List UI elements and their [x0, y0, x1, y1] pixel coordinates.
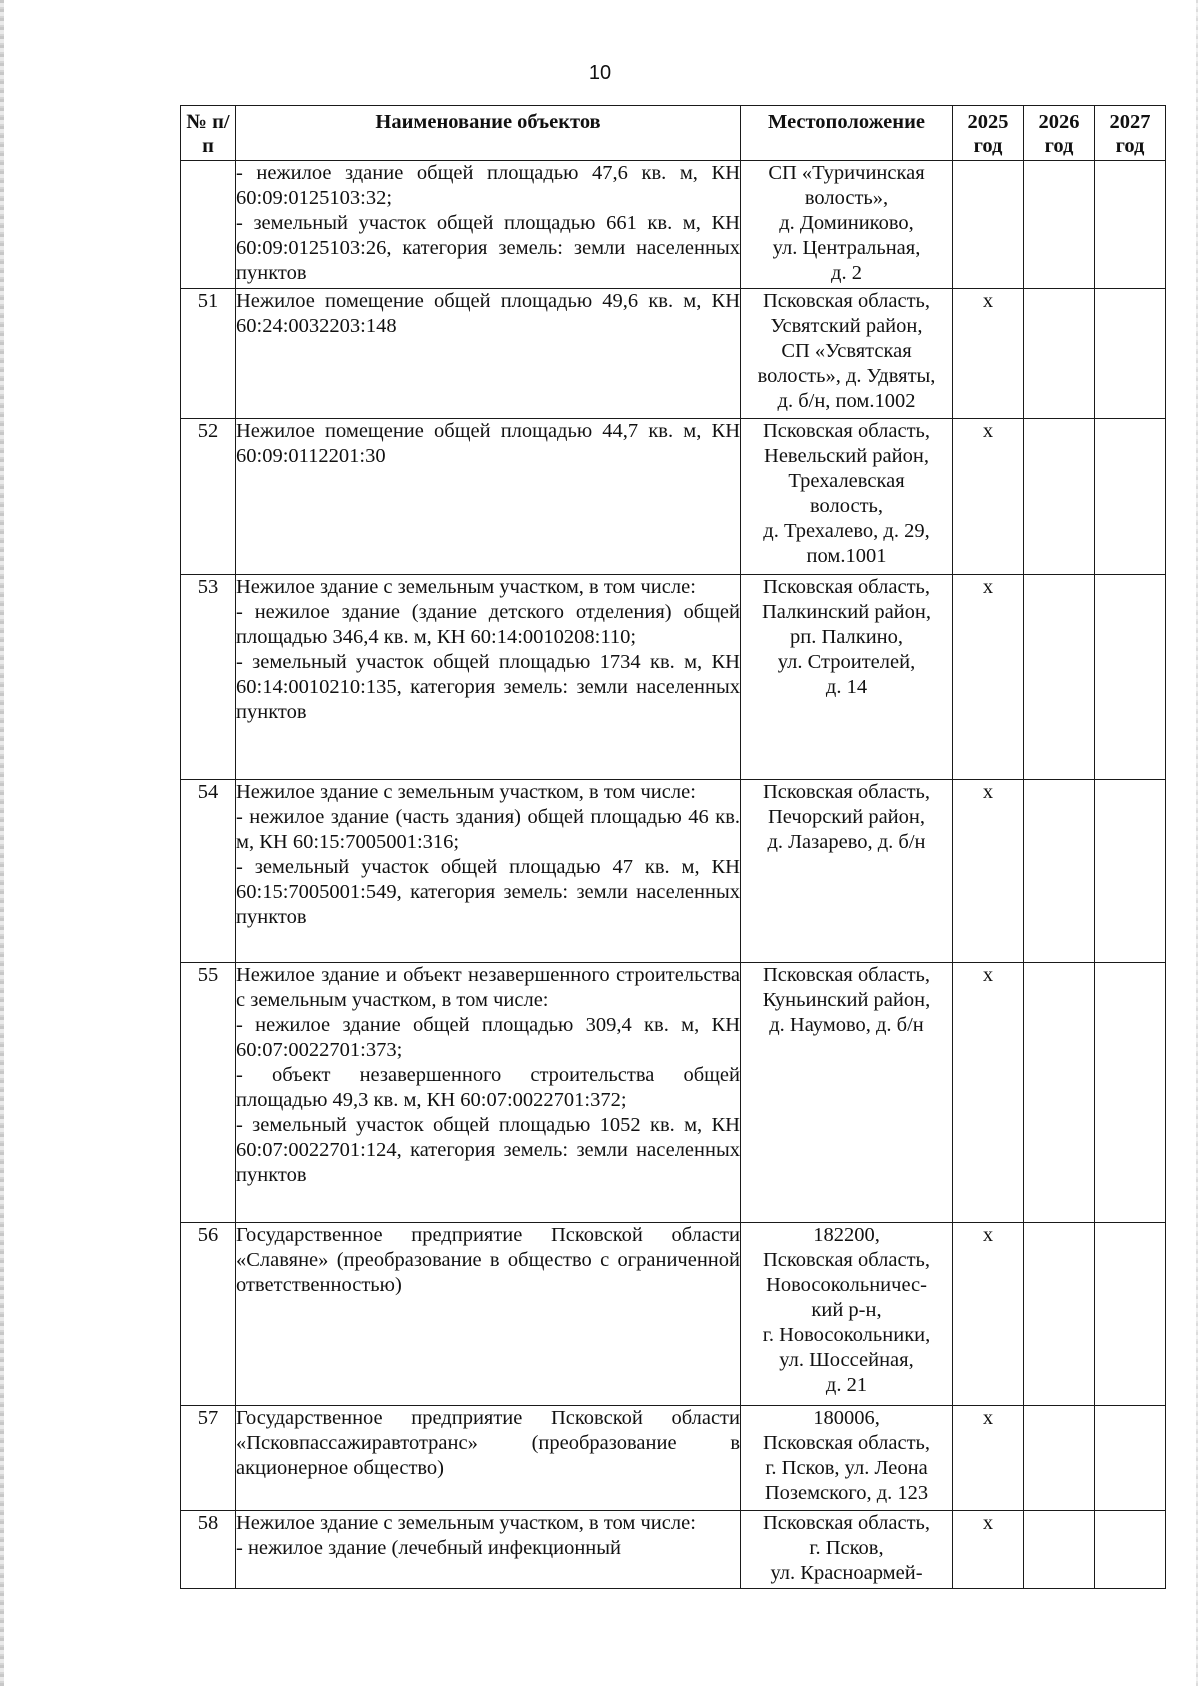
scan-edge-left [0, 0, 4, 1686]
row-number: 57 [181, 1406, 236, 1511]
object-name-cell [236, 419, 741, 575]
table-row [181, 1223, 1166, 1406]
year-mark-2025: x [953, 575, 1024, 780]
table-row [181, 1406, 1166, 1511]
object-name-paragraph: - нежилое здание (часть здания) общей площадью 46 кв. м, КН 60:15:7005001:316; [236, 806, 740, 853]
row-number: 55 [181, 963, 236, 1223]
year-mark-2025: x [953, 1406, 1024, 1511]
year-mark-2025: x [953, 1223, 1024, 1406]
location-line: Псковская область, [762, 1432, 931, 1454]
location-line: ул. Центральная, [772, 237, 921, 259]
object-name-paragraph: - земельный участок общей площадью 661 кв. м, КН 60:09:0125103:26, категория земель: земли населенных пунктов [236, 212, 740, 284]
row-number: 56 [181, 1223, 236, 1406]
year-mark-2027 [1095, 289, 1166, 419]
year-mark-2027 [1095, 419, 1166, 575]
year-mark-2027 [1095, 963, 1166, 1223]
location-cell [741, 963, 953, 1223]
object-name-paragraph: - объект незавершенного строительства общей площадью 49,3 кв. м, КН 60:07:0022701:372; [236, 1064, 740, 1111]
row-number [181, 161, 236, 289]
location-line: ул. Красноармей- [770, 1562, 923, 1584]
location-line: г. Псков, [809, 1537, 884, 1559]
header-location: Местоположение [741, 106, 953, 161]
table-row [181, 1511, 1166, 1589]
year-mark-2027 [1095, 161, 1166, 289]
location-cell [741, 289, 953, 419]
location-line: Псковская область, [762, 964, 931, 986]
year-mark-2027 [1095, 575, 1166, 780]
object-name-cell [236, 289, 741, 419]
object-name-cell [236, 1511, 741, 1589]
page-number: 10 [588, 62, 612, 84]
location-line: Псковская область, [762, 1512, 931, 1534]
object-name-paragraph: - нежилое здание общей площадью 47,6 кв. м, КН 60:09:0125103:32; [236, 162, 740, 209]
object-name-paragraph: Нежилое помещение общей площадью 44,7 кв. м, КН 60:09:0112201:30 [236, 420, 740, 467]
location-line: д. Трехалево, д. 29, [763, 520, 930, 542]
location-line: ул. Строителей, [777, 651, 916, 673]
location-line: д. 14 [825, 676, 868, 698]
year-mark-2027 [1095, 1406, 1166, 1511]
table-row [181, 161, 1166, 289]
year-mark-2025: x [953, 419, 1024, 575]
location-cell [741, 419, 953, 575]
year-mark-2026 [1024, 575, 1095, 780]
header-number: № п/п [181, 106, 236, 161]
location-line: волость», д. Удвяты, [757, 365, 936, 387]
location-line: Псковская область, [762, 781, 931, 803]
location-line: волость, [809, 495, 884, 517]
location-line: СП «Туричинская [768, 162, 925, 184]
row-number: 53 [181, 575, 236, 780]
row-number: 58 [181, 1511, 236, 1589]
header-object-name: Наименование объектов [236, 106, 741, 161]
location-line: Псковская область, [762, 576, 931, 598]
location-line: пом.1001 [806, 545, 887, 567]
location-line: 182200, [813, 1224, 880, 1246]
row-number: 54 [181, 780, 236, 963]
object-name-cell [236, 1406, 741, 1511]
location-line: д. 21 [825, 1374, 868, 1396]
year-mark-2026 [1024, 419, 1095, 575]
year-mark-2026 [1024, 1511, 1095, 1589]
privatization-objects-table [180, 105, 1166, 1589]
location-cell [741, 780, 953, 963]
location-line: г. Новосокольники, [762, 1324, 931, 1346]
table-row [181, 963, 1166, 1223]
object-name-cell [236, 575, 741, 780]
location-line: д. Лазарево, д. б/н [767, 831, 926, 853]
location-line: д. Доминиково, [779, 212, 914, 234]
location-line: Поземского, д. 123 [764, 1482, 929, 1504]
table-row [181, 780, 1166, 963]
location-line: д. Наумово, д. б/н [769, 1014, 924, 1036]
object-name-paragraph: - земельный участок общей площадью 47 кв. м, КН 60:15:7005001:549, категория земель: земли населенных пунктов [236, 856, 740, 928]
location-line: д. б/н, пом.1002 [777, 390, 916, 412]
object-name-paragraph: Государственное предприятие Псковской области «Псковпассажиравтотранс» (преобразование в акционерное общество) [236, 1407, 740, 1479]
table-body [181, 161, 1166, 1589]
object-name-paragraph: - земельный участок общей площадью 1052 кв. м, КН 60:07:0022701:124, категория земель: земли населенных пунктов [236, 1114, 740, 1186]
location-line: кий р-н, [811, 1299, 882, 1321]
location-line: Усвятский район, [770, 315, 923, 337]
location-line: Невельский район, [764, 445, 929, 467]
location-line: 180006, [813, 1407, 880, 1429]
year-mark-2025: x [953, 780, 1024, 963]
object-name-paragraph: Нежилое здание с земельным участком, в том числе: [236, 576, 696, 598]
table-row [181, 575, 1166, 780]
year-mark-2025: x [953, 1511, 1024, 1589]
object-name-cell [236, 780, 741, 963]
object-name-paragraph: - нежилое здание (здание детского отделения) общей площадью 346,4 кв. м, КН 60:14:0010208:110; [236, 601, 740, 648]
table-header-row [181, 106, 1166, 161]
year-mark-2025: x [953, 963, 1024, 1223]
location-line: д. 2 [831, 262, 862, 284]
year-mark-2026 [1024, 161, 1095, 289]
location-line: рп. Палкино, [789, 626, 904, 648]
location-line: Печорский район, [768, 806, 925, 828]
year-mark-2026 [1024, 963, 1095, 1223]
location-line: Палкинский район, [761, 601, 931, 623]
location-cell [741, 575, 953, 780]
location-cell [741, 1223, 953, 1406]
year-mark-2027 [1095, 1511, 1166, 1589]
object-name-paragraph: - земельный участок общей площадью 1734 кв. м, КН 60:14:0010210:135, категория земель: земли населенных пунктов [236, 651, 740, 723]
object-name-paragraph: Нежилое помещение общей площадью 49,6 кв. м, КН 60:24:0032203:148 [236, 290, 740, 337]
object-name-cell [236, 161, 741, 289]
year-mark-2025: x [953, 289, 1024, 419]
location-line: ул. Шоссейная, [779, 1349, 914, 1371]
object-name-paragraph: Нежилое здание и объект незавершенного строительства с земельным участком, в том числе: [236, 964, 740, 1011]
location-cell [741, 161, 953, 289]
location-line: Псковская область, [762, 1249, 931, 1271]
header-year-2027: 2027 год [1095, 106, 1166, 161]
scan-edge-right [1196, 0, 1198, 1686]
object-name-paragraph: Нежилое здание с земельным участком, в том числе: [236, 781, 696, 803]
header-year-2025: 2025 год [953, 106, 1024, 161]
object-name-cell [236, 963, 741, 1223]
location-line: Трехалевская [788, 470, 905, 492]
location-cell [741, 1511, 953, 1589]
row-number: 52 [181, 419, 236, 575]
year-mark-2027 [1095, 1223, 1166, 1406]
location-line: Псковская область, [762, 420, 931, 442]
row-number: 51 [181, 289, 236, 419]
table-row [181, 419, 1166, 575]
location-line: СП «Усвятская [781, 340, 912, 362]
object-name-paragraph: - нежилое здание общей площадью 309,4 кв. м, КН 60:07:0022701:373; [236, 1014, 740, 1061]
object-name-paragraph: - нежилое здание (лечебный инфекционный [236, 1537, 622, 1559]
location-cell [741, 1406, 953, 1511]
object-name-paragraph: Государственное предприятие Псковской области «Славяне» (преобразование в общество с ограниченной ответственностью) [236, 1224, 740, 1296]
year-mark-2026 [1024, 289, 1095, 419]
year-mark-2027 [1095, 780, 1166, 963]
object-name-paragraph: Нежилое здание с земельным участком, в том числе: [236, 1512, 696, 1534]
year-mark-2026 [1024, 1406, 1095, 1511]
object-name-cell [236, 1223, 741, 1406]
year-mark-2026 [1024, 780, 1095, 963]
table-row [181, 289, 1166, 419]
year-mark-2025 [953, 161, 1024, 289]
location-line: Куньинский район, [762, 989, 931, 1011]
location-line: Псковская область, [762, 290, 931, 312]
location-line: г. Псков, ул. Леона [765, 1457, 928, 1479]
location-line: Новосокольничес- [766, 1274, 927, 1296]
header-year-2026: 2026 год [1024, 106, 1095, 161]
location-line: волость», [804, 187, 889, 209]
year-mark-2026 [1024, 1223, 1095, 1406]
